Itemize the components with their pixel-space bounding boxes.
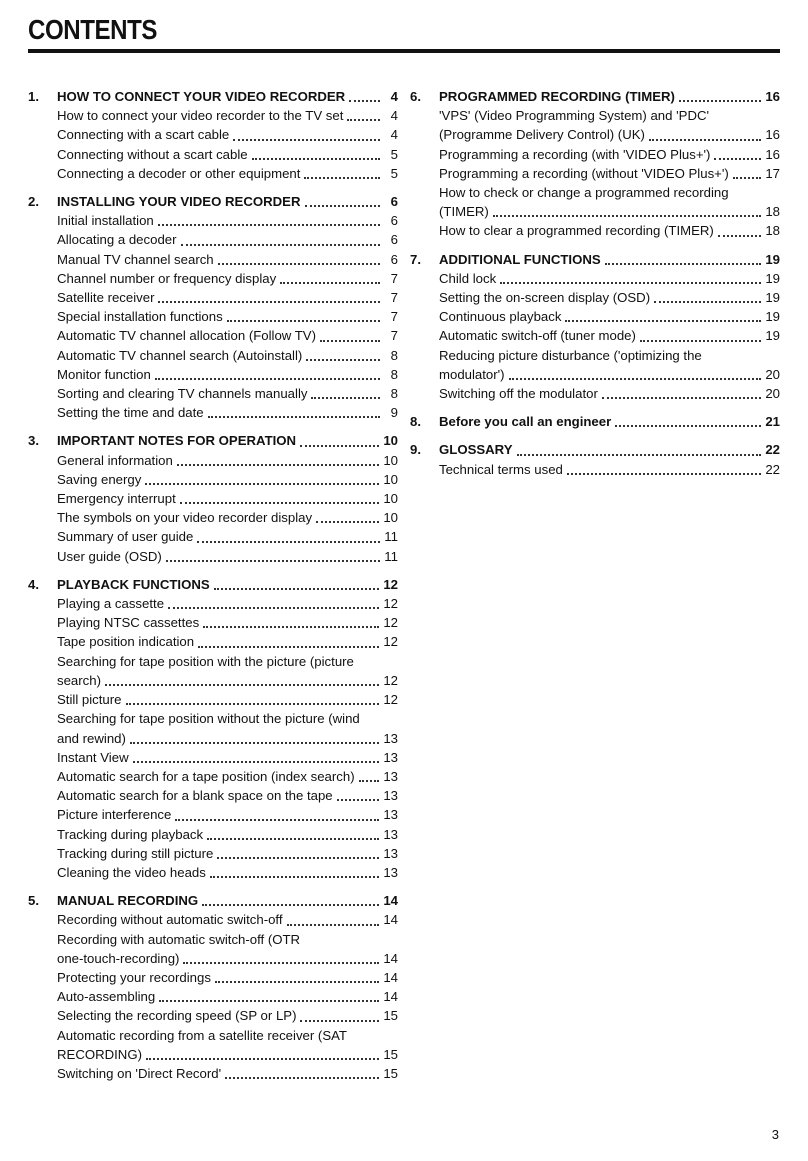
toc-entry[interactable] [28,987,398,1006]
entry-text: How to check or change a programmed recording [439,185,729,201]
entry-text: Technical terms used [439,461,563,477]
toc-section [410,440,780,478]
section-number: 1. [28,89,39,104]
entry-text: Sorting and clearing TV channels manually [57,386,308,402]
toc-entry[interactable] [28,671,398,690]
page-number: 3 [771,1127,779,1142]
entry-text: Protecting your recordings [57,969,211,985]
toc-entry[interactable] [28,594,398,613]
section-number: 8. [410,414,421,430]
toc-entry[interactable] [28,125,398,144]
dot-leader [320,340,380,342]
entry-text: Automatic search for a blank space on the tape [57,788,333,804]
toc-entry[interactable] [28,1064,398,1083]
toc-entry[interactable] [28,145,398,164]
dot-leader [509,378,762,380]
entry-page: 11 [384,529,398,545]
toc-entry-line[interactable] [28,1026,398,1045]
dot-leader [359,780,380,782]
entry-page: 19 [765,290,780,306]
entry-page: 14 [383,950,398,966]
toc-entry[interactable] [28,825,398,844]
toc-entry[interactable] [28,1006,398,1025]
dot-leader [287,924,380,926]
entry-text: Monitor function [57,366,151,382]
toc-column-right [410,87,780,488]
entry-text: Switching off the modulator [439,386,598,402]
entry-text: Playing NTSC cassettes [57,615,200,631]
toc-column-left [28,87,398,1092]
section-page: 22 [765,442,780,458]
dot-leader [517,454,762,456]
entry-page: 7 [390,328,398,344]
section-number: 3. [28,433,39,449]
entry-text: Picture interference [57,807,172,823]
entry-page: 7 [390,270,398,286]
dot-leader [305,205,381,207]
dot-leader [207,838,379,840]
toc-entry[interactable] [410,125,780,144]
entry-text: search) [57,672,101,688]
entry-page: 19 [765,270,780,286]
toc-section-heading[interactable] [410,250,780,269]
toc-entry-line[interactable] [28,652,398,671]
toc-section-heading[interactable] [28,431,398,450]
section-title: MANUAL RECORDING [57,893,199,909]
toc-section [410,412,780,431]
toc-entry[interactable] [28,269,398,288]
toc-section-heading[interactable] [28,192,398,211]
dot-leader [349,100,380,102]
entry-page: 8 [390,386,398,402]
entry-page: 13 [383,768,398,784]
dot-leader [615,425,761,427]
dot-leader [602,397,761,399]
dot-leader [158,224,380,226]
entry-page: 11 [384,548,398,564]
entry-page: 12 [383,692,398,708]
section-number: 4. [28,576,39,592]
toc-section [28,575,398,882]
toc-entry[interactable] [410,384,780,403]
entry-page: 10 [383,471,398,487]
toc-section [410,250,780,404]
entry-text: The symbols on your video recorder display [57,510,313,526]
entry-page: 4 [390,108,398,124]
section-page: 14 [383,893,398,909]
toc-entry[interactable] [410,221,780,240]
entry-text: Reducing picture disturbance ('optimizing the [439,347,702,363]
entry-page: 9 [390,405,398,421]
toc-entry[interactable] [28,805,398,824]
entry-text: RECORDING) [57,1046,142,1062]
dot-leader [718,235,762,237]
section-page: 10 [383,433,398,449]
section-title: HOW TO CONNECT YOUR VIDEO RECORDER [57,89,346,104]
dot-leader [181,244,381,246]
entry-page: 18 [765,204,780,220]
dot-leader [714,158,761,160]
toc-entry[interactable] [28,729,398,748]
entry-text: Connecting without a scart cable [57,146,248,162]
entry-page: 6 [390,251,398,267]
section-page: 21 [765,414,780,430]
section-page: 12 [383,576,398,592]
dot-leader [183,962,379,964]
entry-text: How to clear a programmed recording (TIMER) [439,223,714,239]
entry-page: 5 [390,165,398,181]
dot-leader [215,981,379,983]
entry-text: Manual TV channel search [57,251,214,267]
entry-text: Automatic TV channel search (Autoinstall) [57,347,303,363]
dot-leader [605,263,762,265]
entry-text: Searching for tape position without the picture (wind [57,711,360,727]
toc-section [28,431,398,565]
entry-text: Selecting the recording speed (SP or LP) [57,1008,297,1024]
entry-page: 13 [383,864,398,880]
dot-leader [567,473,761,475]
dot-leader [565,320,761,322]
toc-entry[interactable] [28,613,398,632]
section-page: 19 [765,251,780,267]
indent [28,652,57,671]
dot-leader [133,761,380,763]
toc-entry[interactable] [28,508,398,527]
dot-leader [218,263,380,265]
toc-entry[interactable] [28,1045,398,1064]
section-title: PROGRAMMED RECORDING (TIMER) [439,89,675,104]
entry-page: 15 [383,1065,398,1081]
entry-text: Summary of user guide [57,529,194,545]
entry-text: General information [57,452,173,468]
dot-leader [180,502,380,504]
indent [28,930,57,949]
dot-leader [733,177,762,179]
entry-text: (Programme Delivery Control) (UK) [439,127,645,143]
toc-entry[interactable] [28,968,398,987]
dot-leader [304,177,380,179]
toc-entry[interactable] [28,211,398,230]
entry-page: 13 [383,826,398,842]
entry-page: 20 [765,386,780,402]
dot-leader [210,876,379,878]
entry-page: 13 [383,807,398,823]
toc-entry-line[interactable] [410,346,780,365]
toc-entry[interactable] [28,767,398,786]
dot-leader [679,100,761,102]
entry-text: Setting the time and date [57,405,204,421]
dot-leader [233,139,380,141]
entry-page: 15 [383,1046,398,1062]
toc-section-heading[interactable] [410,412,780,431]
entry-page: 15 [383,1008,398,1024]
section-page: 4 [390,89,398,104]
entry-text: and rewind) [57,730,126,746]
dot-leader [203,626,379,628]
entry-text: Automatic switch-off (tuner mode) [439,328,636,344]
entry-page: 5 [390,146,398,162]
toc-entry-line[interactable] [410,106,780,125]
dot-leader [640,340,761,342]
toc-section [410,87,780,241]
entry-text: Cleaning the video heads [57,864,206,880]
toc-entry[interactable] [28,230,398,249]
toc-entry[interactable] [410,145,780,164]
dot-leader [347,119,380,121]
indent [410,106,439,125]
dot-leader [159,1000,379,1002]
section-title: IMPORTANT NOTES FOR OPERATION [57,433,297,449]
entry-text: Programming a recording (without 'VIDEO Plus+') [439,165,729,181]
entry-text: modulator') [439,366,505,382]
indent [28,1026,57,1045]
entry-page: 6 [390,213,398,229]
title-rule [28,49,780,53]
toc-section-heading[interactable] [28,87,398,106]
entry-page: 14 [383,969,398,985]
entry-text: Recording without automatic switch-off [57,912,283,928]
dot-leader [493,215,762,217]
toc-entry[interactable] [28,547,398,566]
toc-section-heading[interactable] [410,440,780,459]
page-title: CONTENTS [28,14,157,45]
entry-text: Connecting a decoder or other equipment [57,165,301,181]
section-page: 6 [390,194,398,210]
toc-entry[interactable] [28,690,398,709]
toc-entry[interactable] [28,326,398,345]
dot-leader [208,416,380,418]
entry-page: 12 [383,596,398,612]
section-title: GLOSSARY [439,442,513,458]
entry-page: 7 [390,309,398,325]
dot-leader [197,541,380,543]
dot-leader [166,560,380,562]
toc-entry[interactable] [28,403,398,422]
entry-page: 13 [383,730,398,746]
indent [410,346,439,365]
entry-text: Still picture [57,692,122,708]
toc-entry[interactable] [28,786,398,805]
entry-page: 10 [383,510,398,526]
toc-entry-line[interactable] [28,709,398,728]
dot-leader [105,684,379,686]
dot-leader [227,320,380,322]
toc-entry[interactable] [28,748,398,767]
entry-page: 4 [390,127,398,143]
entry-text: Playing a cassette [57,596,165,612]
entry-text: Programming a recording (with 'VIDEO Plus+') [439,146,711,162]
entry-text: Special installation functions [57,309,223,325]
toc-entry[interactable] [410,164,780,183]
entry-text: (TIMER) [439,204,489,220]
section-number: 9. [410,442,421,458]
entry-page: 22 [765,461,780,477]
dot-leader [252,158,380,160]
entry-text: Emergency interrupt [57,491,176,507]
entry-page: 10 [383,452,398,468]
dot-leader [306,359,380,361]
entry-text: Instant View [57,749,129,765]
toc-entry[interactable] [28,489,398,508]
dot-leader [280,282,380,284]
entry-text: one-touch-recording) [57,950,180,966]
toc-entry-line[interactable] [410,183,780,202]
dot-leader [225,1077,379,1079]
toc-section [28,891,398,1083]
section-page: 16 [765,89,780,104]
entry-text: Auto-assembling [57,989,156,1005]
toc-entry[interactable] [410,365,780,384]
toc-entry[interactable] [28,910,398,929]
indent [410,183,439,202]
section-number: 5. [28,893,39,909]
entry-text: Setting the on-screen display (OSD) [439,290,651,306]
entry-page: 17 [765,165,780,181]
entry-page: 14 [383,912,398,928]
dot-leader [654,301,761,303]
section-title: INSTALLING YOUR VIDEO RECORDER [57,194,301,210]
entry-page: 16 [765,127,780,143]
toc-entry[interactable] [28,949,398,968]
entry-page: 20 [765,366,780,382]
entry-text: User guide (OSD) [57,548,162,564]
toc-section-heading[interactable] [28,891,398,910]
entry-text: Saving energy [57,471,142,487]
entry-page: 8 [390,366,398,382]
entry-page: 19 [765,309,780,325]
toc-entry[interactable] [28,470,398,489]
dot-leader [168,607,379,609]
entry-text: Channel number or frequency display [57,270,277,286]
dot-leader [126,703,380,705]
entry-text: Switching on 'Direct Record' [57,1065,222,1081]
toc-entry[interactable] [410,326,780,345]
toc-entry[interactable] [28,288,398,307]
entry-text: Tape position indication [57,634,195,650]
dot-leader [337,799,380,801]
section-number: 2. [28,194,39,210]
dot-leader [217,857,379,859]
entry-text: Initial installation [57,213,154,229]
entry-text: Recording with automatic switch-off (OTR [57,931,301,947]
dot-leader [177,464,380,466]
entry-page: 13 [383,845,398,861]
toc-entry[interactable] [28,365,398,384]
toc-section-heading[interactable] [28,575,398,594]
dot-leader [214,588,380,590]
dot-leader [198,646,379,648]
entry-text: Satellite receiver [57,290,155,306]
dot-leader [202,904,379,906]
section-title: PLAYBACK FUNCTIONS [57,576,210,592]
entry-page: 19 [765,328,780,344]
entry-text: Automatic recording from a satellite receiver (SAT [57,1027,347,1043]
entry-text: Automatic search for a tape position (index search) [57,768,355,784]
toc-section [28,192,398,422]
entry-page: 13 [383,749,398,765]
entry-text: Allocating a decoder [57,232,177,248]
toc-entry[interactable] [28,527,398,546]
dot-leader [130,742,379,744]
toc-entry[interactable] [28,384,398,403]
entry-text: Automatic TV channel allocation (Follow TV) [57,328,316,344]
toc-entry[interactable] [410,202,780,221]
toc-section [28,87,398,183]
dot-leader [300,445,379,447]
dot-leader [158,301,380,303]
toc-entry-line[interactable] [28,930,398,949]
entry-text: How to connect your video recorder to the TV set [57,108,344,124]
section-number: 6. [410,89,421,104]
entry-text: Continuous playback [439,309,562,325]
entry-text: Searching for tape position with the picture (picture [57,653,354,669]
toc-entry[interactable] [410,269,780,288]
toc-section-heading[interactable] [410,87,780,106]
dot-leader [649,139,761,141]
toc-entry[interactable] [28,863,398,882]
toc-entry[interactable] [28,106,398,125]
entry-text: Connecting with a scart cable [57,127,230,143]
entry-text: Tracking during playback [57,826,204,842]
toc-entry[interactable] [410,288,780,307]
entry-page: 6 [390,232,398,248]
toc-entry[interactable] [28,164,398,183]
toc-entry[interactable] [28,844,398,863]
dot-leader [146,1058,379,1060]
section-title: Before you call an engineer [439,414,612,430]
entry-text: Child lock [439,270,497,286]
dot-leader [175,819,379,821]
dot-leader [155,378,380,380]
entry-page: 8 [390,347,398,363]
dot-leader [316,521,379,523]
dot-leader [500,282,761,284]
entry-page: 12 [383,615,398,631]
toc-entry[interactable] [28,632,398,651]
entry-page: 13 [383,788,398,804]
dot-leader [300,1020,379,1022]
toc-entry[interactable] [28,250,398,269]
indent [28,709,57,728]
toc-entry[interactable] [28,307,398,326]
entry-page: 18 [765,223,780,239]
entry-page: 14 [383,989,398,1005]
toc-entry[interactable] [410,307,780,326]
dot-leader [311,397,380,399]
toc-entry[interactable] [28,346,398,365]
toc-entry[interactable] [410,460,780,479]
entry-page: 16 [765,146,780,162]
entry-page: 10 [383,491,398,507]
entry-text: 'VPS' (Video Programming System) and 'PDC' [439,108,710,124]
dot-leader [145,483,379,485]
entry-page: 12 [383,672,398,688]
entry-page: 12 [383,634,398,650]
section-title: ADDITIONAL FUNCTIONS [439,251,601,267]
entry-page: 7 [390,290,398,306]
section-number: 7. [410,251,421,267]
toc-entry[interactable] [28,451,398,470]
entry-text: Tracking during still picture [57,845,214,861]
